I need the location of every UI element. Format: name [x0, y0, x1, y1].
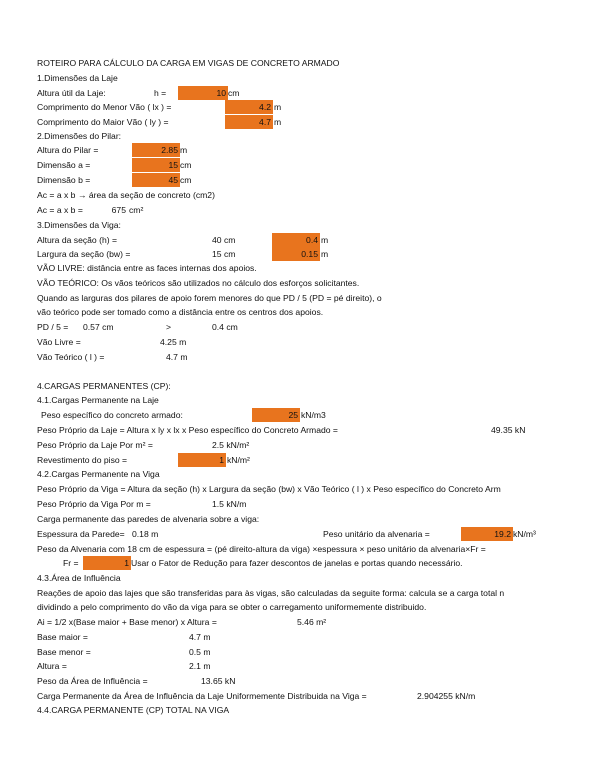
label-ly: Comprimento do Maior Vão ( ly ) = — [37, 117, 169, 127]
heading-cp-laje: 4.1.Cargas Permanente na Laje — [37, 395, 159, 405]
label-h-symbol: h = — [154, 88, 167, 98]
value-largura-secao-cm: 15 cm — [212, 249, 236, 259]
sheet-title: ROTEIRO PARA CÁLCULO DA CARGA EM VIGAS DE CONCRETO ARMADO — [37, 58, 340, 68]
value-peso-proprio-laje: 49.35 kN — [491, 425, 526, 435]
label-base-maior: Base maior = — [37, 632, 88, 642]
heading-area-influencia: 4.3.Área de Influência — [37, 573, 121, 583]
label-peso-proprio-laje-m2: Peso Próprio da Laje Por m² = — [37, 440, 153, 450]
value-fr: 1 — [124, 558, 129, 568]
value-espessura-parede: 0.18 m — [132, 529, 159, 539]
value-pd5: 0.57 cm — [83, 322, 114, 332]
heading-cp-total-viga: 4.4.CARGA PERMANENTE (CP) TOTAL NA VIGA — [37, 705, 230, 715]
label-vao-livre: Vão Livre = — [37, 337, 81, 347]
heading-cargas-permanentes: 4.CARGAS PERMANENTES (CP): — [37, 381, 171, 391]
note-influencia-1: Reações de apoio das lajes que são transferidas para às vigas, são calculadas da seguite forma: calcula se a carga total n — [37, 588, 505, 598]
unit-peso-especifico: kN/m3 — [301, 410, 326, 420]
label-largura-secao: Largura da seção (bw) = — [37, 249, 131, 259]
value-carga-distribuida: 2.904255 kN/m — [417, 691, 476, 701]
label-ai: Ai = 1/2 x(Base maior + Base menor) x Altura = — [37, 617, 217, 627]
value-peso-proprio-laje-m2: 2.5 kN/m² — [212, 440, 250, 450]
value-ai: 5.46 m² — [297, 617, 327, 627]
heading-viga: 3.Dimensões da Viga: — [37, 220, 121, 230]
label-peso-proprio-viga: Peso Próprio da Viga = Altura da seção (h) x Largura da seção (bw) x Vão Teórico ( l ) x Peso específico do Concreto Arm — [37, 484, 501, 494]
label-peso-especifico: Peso específico do concreto armado: — [41, 410, 183, 420]
value-peso-area-influencia: 13.65 kN — [201, 676, 236, 686]
unit-lx: m — [274, 102, 282, 112]
label-fr: Fr = — [63, 558, 79, 568]
value-ly: 4.7 — [259, 117, 271, 127]
label-altura-secao: Altura da seção (h) = — [37, 235, 118, 245]
unit-ac: cm² — [129, 205, 144, 215]
label-lx: Comprimento do Menor Vão ( lx ) = — [37, 102, 172, 112]
label-revestimento: Revestimento do piso = — [37, 455, 128, 465]
unit-ly: m — [274, 117, 282, 127]
label-altura-influencia: Altura = — [37, 661, 67, 671]
unit-altura-secao: m — [321, 235, 329, 245]
label-altura-pilar: Altura do Pilar = — [37, 145, 99, 155]
heading-laje: 1.Dimensões da Laje — [37, 73, 118, 83]
value-largura-secao: 0.15 — [301, 249, 318, 259]
unit-peso-unitario-alvenaria: kN/m³ — [513, 529, 536, 539]
value-vao-livre: 4.25 m — [160, 337, 187, 347]
note-pilares-2: vão teórico pode ser tomado como a distância entre os centros dos apoios. — [37, 307, 324, 317]
label-peso-proprio-laje: Peso Próprio da Laje = Altura x ly x lx x Peso específico do Concreto Armado = — [37, 425, 338, 435]
label-carga-alvenaria: Carga permanente das paredes de alvenaria sobre a viga: — [37, 514, 260, 524]
label-dimensao-b: Dimensão b = — [37, 175, 91, 185]
label-dimensao-a: Dimensão a = — [37, 160, 91, 170]
value-compare: 0.4 cm — [212, 322, 238, 332]
unit-altura-pilar: m — [180, 145, 188, 155]
label-vao-teorico: Vão Teórico ( l ) = — [37, 352, 105, 362]
heading-pilar: 2.Dimensões do Pilar: — [37, 131, 122, 141]
label-base-menor: Base menor = — [37, 647, 91, 657]
value-altura-influencia: 2.1 m — [189, 661, 211, 671]
value-dimensao-a: 15 — [168, 160, 178, 170]
note-influencia-2: dividindo a pelo comprimento do vão da viga para se obter o carregamento uniformemente distribuido. — [37, 602, 427, 612]
value-dimensao-b: 45 — [168, 175, 178, 185]
value-base-menor: 0.5 m — [189, 647, 211, 657]
label-peso-proprio-viga-m: Peso Próprio da Viga Por m = — [37, 499, 151, 509]
unit-largura-secao: m — [321, 249, 329, 259]
label-pd5: PD / 5 = — [37, 322, 69, 332]
unit-dimensao-b: cm — [180, 175, 192, 185]
value-ac: 675 — [111, 205, 126, 215]
value-revestimento: 1 — [219, 455, 224, 465]
value-peso-unitario-alvenaria: 19.2 — [494, 529, 511, 539]
value-base-maior: 4.7 m — [189, 632, 211, 642]
value-peso-especifico: 25 — [288, 410, 298, 420]
label-peso-unitario-alvenaria: Peso unitário da alvenaria = — [323, 529, 430, 539]
note-fr: Usar o Fator de Redução para fazer descontos de janelas e portas quando necessário. — [131, 558, 463, 568]
label-peso-area-influencia: Peso da Área de Influência = — [37, 676, 148, 686]
value-altura-util: 10 — [216, 88, 226, 98]
label-carga-distribuida: Carga Permanente da Área de Influência da Laje Uniformemente Distribuida na Viga = — [37, 691, 367, 701]
operator-greater: > — [166, 322, 172, 332]
label-altura-util: Altura útil da Laje: — [37, 88, 106, 98]
ac-definition: Ac = a x b → área da seção de concreto (cm2) — [37, 190, 215, 200]
label-espessura-parede: Espessura da Parede= — [37, 529, 125, 539]
value-altura-secao: 0.4 — [306, 235, 318, 245]
value-altura-secao-cm: 40 cm — [212, 235, 236, 245]
value-peso-proprio-viga-m: 1.5 kN/m — [212, 499, 247, 509]
value-altura-pilar: 2.85 — [161, 145, 178, 155]
label-peso-alvenaria: Peso da Alvenaria com 18 cm de espessura = (pé direito-altura da viga) ×espessura × peso unitário da alvenaria×Fr = — [37, 544, 486, 554]
unit-altura-util: cm — [228, 88, 240, 98]
label-ac: Ac = a x b = — [37, 205, 83, 215]
value-lx: 4.2 — [259, 102, 271, 112]
note-vao-livre: VÃO LIVRE: distância entre as faces internas dos apoios. — [37, 263, 257, 273]
unit-revestimento: kN/m² — [227, 455, 250, 465]
value-vao-teorico: 4.7 m — [166, 352, 188, 362]
heading-cp-viga: 4.2.Cargas Permanente na Viga — [37, 469, 160, 479]
note-pilares-1: Quando as larguras dos pilares de apoio forem menores do que PD / 5 (PD = pé direito), o — [37, 293, 382, 303]
unit-dimensao-a: cm — [180, 160, 192, 170]
note-vao-teorico: VÃO TEÓRICO: Os vãos teóricos são utilizados no cálculo dos esforços solicitantes. — [37, 278, 360, 288]
